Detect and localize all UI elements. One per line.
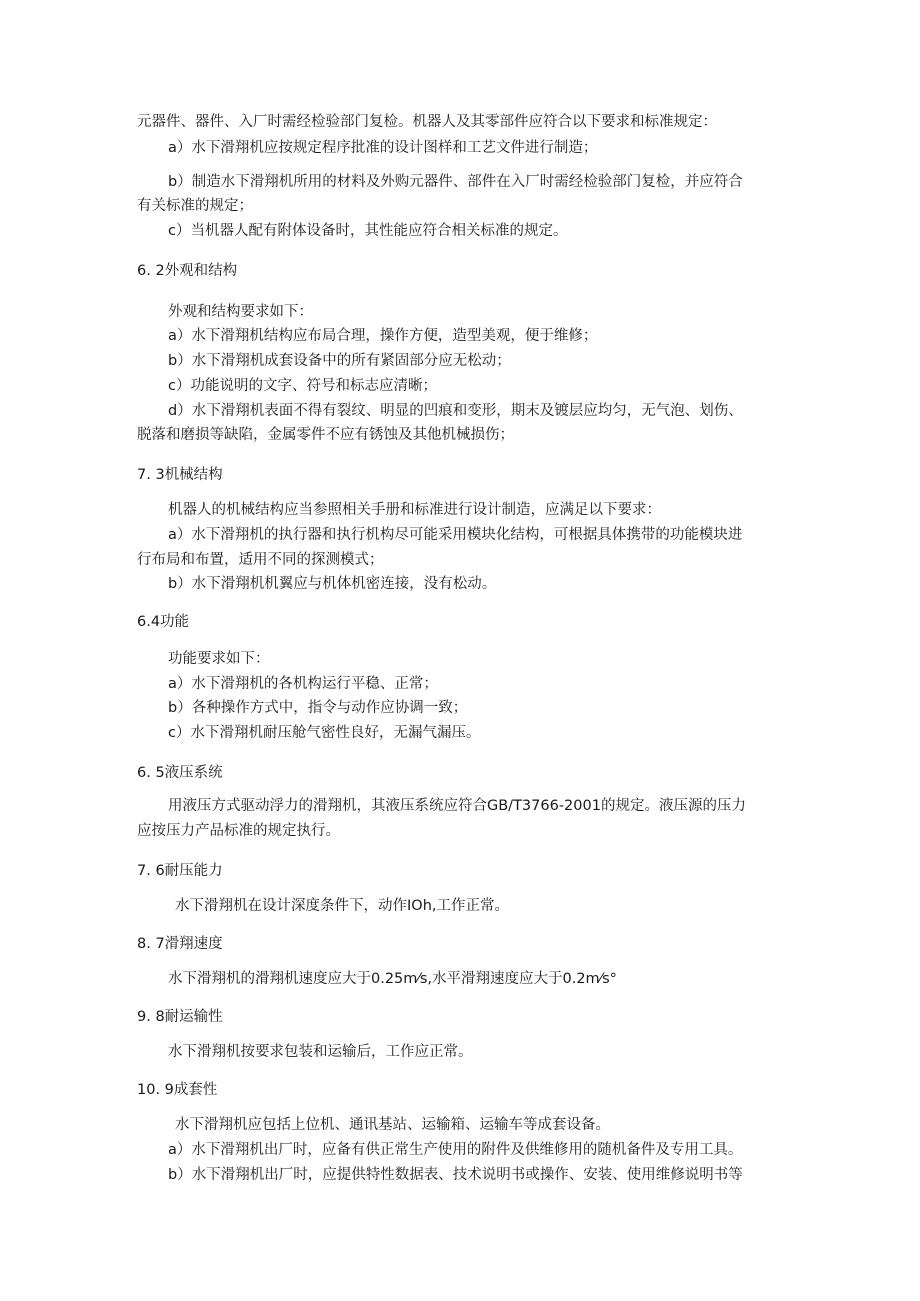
list-item-continuation: 脱落和磨损等缺陷，金属零件不应有锈蚀及其他机械损伤； [137, 427, 514, 443]
paragraph: 外观和结构要求如下： [168, 304, 313, 320]
list-item: a）水下滑翔机结构应布局合理，操作方便，造型美观，便于维修； [168, 328, 598, 344]
list-item: b）各种操作方式中，指令与动作应协调一致； [168, 700, 468, 716]
list-item: a）水下滑翔机的执行器和执行机构尽可能采用模块化结构，可根据具体携带的功能模块进 [168, 527, 743, 543]
list-item: d）水下滑翔机表面不得有裂纹、明显的凹痕和变形，期末及镀层应均匀，无气泡、划伤、 [168, 403, 743, 419]
list-item: c）功能说明的文字、符号和标志应清晰； [168, 378, 437, 394]
list-item: b）水下滑翔机成套设备中的所有紧固部分应无松动； [168, 353, 511, 369]
section-heading: 8. 7滑翔速度 [137, 936, 223, 952]
list-item: b）水下滑翔机出厂时，应提供特性数据表、技术说明书或操作、安装、使用维修说明书等 [168, 1167, 743, 1183]
paragraph: 水下滑翔机应包括上位机、通讯基站、运输箱、运输车等成套设备。 [175, 1117, 610, 1133]
paragraph: 水下滑翔机的滑翔机速度应大于0.25m⁄s,水平滑翔速度应大于0.2m⁄s° [168, 971, 617, 987]
section-heading: 10. 9成套性 [137, 1082, 218, 1098]
section-heading: 7. 6耐压能力 [137, 863, 223, 879]
paragraph: 水下滑翔机在设计深度条件下，动作IOh,工作正常。 [175, 898, 509, 914]
list-item: a）水下滑翔机的各机构运行平稳、正常； [168, 676, 438, 692]
paragraph-continuation: 应按压力产品标准的规定执行。 [137, 823, 340, 839]
section-heading: 6. 5液压系统 [137, 765, 223, 781]
list-item: c）水下滑翔机耐压舱气密性良好，无漏气漏压。 [168, 725, 481, 741]
list-item-continuation: 行布局和布置，适用不同的探测模式； [137, 552, 384, 568]
section-heading: 6. 2外观和结构 [137, 263, 238, 279]
section-heading: 7. 3机械结构 [137, 467, 223, 483]
paragraph: 用液压方式驱动浮力的滑翔机，其液压系统应符合GB/T3766-2001的规定。液压源的压力 [168, 798, 746, 814]
list-item: b）制造水下滑翔机所用的材料及外购元器件、部件在入厂时需经检验部门复检，并应符合 [168, 174, 743, 190]
paragraph: 机器人的机械结构应当参照相关手册和标准进行设计制造，应满足以下要求： [168, 502, 661, 518]
section-heading: 6.4功能 [137, 614, 190, 630]
paragraph: 元器件、器件、入厂时需经检验部门复检。机器人及其零部件应符合以下要求和标准规定： [137, 114, 717, 130]
list-item: a）水下滑翔机应按规定程序批准的设计图样和工艺文件进行制造； [168, 140, 598, 156]
list-item: a）水下滑翔机出厂时，应备有供正常生产使用的附件及供维修用的随机备件及专用工具。 [168, 1142, 743, 1158]
list-item-continuation: 有关标准的规定； [137, 198, 253, 214]
list-item: c）当机器人配有附体设备时，其性能应符合相关标准的规定。 [168, 223, 568, 239]
paragraph: 水下滑翔机按要求包装和运输后，工作应正常。 [168, 1044, 473, 1060]
section-heading: 9. 8耐运输性 [137, 1009, 223, 1025]
list-item: b）水下滑翔机机翼应与机体机密连接，没有松动。 [168, 576, 497, 592]
paragraph: 功能要求如下： [168, 651, 270, 667]
